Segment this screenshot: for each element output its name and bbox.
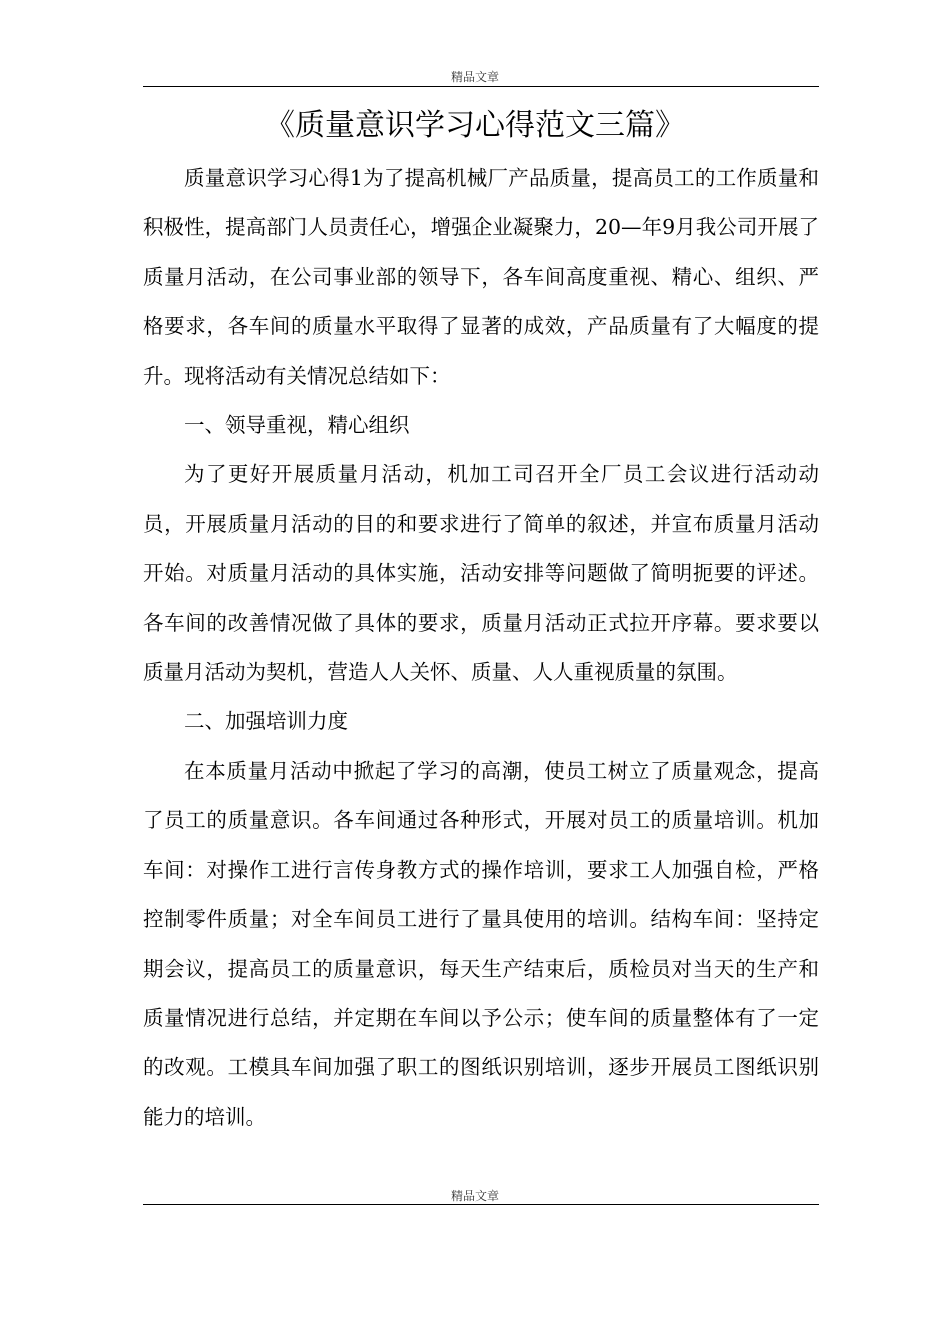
- paragraph-intro: 质量意识学习心得1为了提高机械厂产品质量，提高员工的工作质量和积极性，提高部门人员责任心，增强企业凝聚力，20—年9月我公司开展了质量月活动，在公司事业部的领导下，各车间高度重视、精心、组织、严格要求，各车间的质量水平取得了显著的成效，产品质量有了大幅度的提升。现将活动有关情况总结如下：: [143, 166, 819, 388]
- paragraph-section-1: 为了更好开展质量月活动，机加工司召开全厂员工会议进行活动动员，开展质量月活动的目的和要求进行了简单的叙述，并宣布质量月活动开始。对质量月活动的具体实施，活动安排等问题做了简明扼要的评述。各车间的改善情况做了具体的要求，质量月活动正式拉开序幕。要求要以质量月活动为契机，营造人人关怀、质量、人人重视质量的氛围。: [143, 462, 819, 685]
- header-divider: [143, 86, 819, 87]
- document-body: [143, 154, 819, 1142]
- page-footer-label: 精品文章: [450, 1189, 499, 1203]
- section-heading-1: 一、领导重视，精心组织: [184, 413, 410, 438]
- page-header-label: 精品文章: [450, 70, 499, 84]
- paragraph-section-2: 在本质量月活动中掀起了学习的高潮，使员工树立了质量观念，提高了员工的质量意识。各车间通过各种形式，开展对员工的质量培训。机加车间：对操作工进行言传身教方式的操作培训，要求工人加强自检，严格控制零件质量；对全车间员工进行了量具使用的培训。结构车间：坚持定期会议，提高员工的质量意识，每天生产结束后，质检员对当天的生产和质量情况进行总结，并定期在车间以予公示；使车间的质量整体有了一定的改观。工模具车间加强了职工的图纸识别培训，逐步开展员工图纸识别能力的培训。: [143, 758, 819, 1129]
- section-heading-2: 二、加强培训力度: [184, 709, 348, 734]
- footer-divider: [143, 1204, 819, 1205]
- document-title: 《质量意识学习心得范文三篇》: [265, 108, 685, 143]
